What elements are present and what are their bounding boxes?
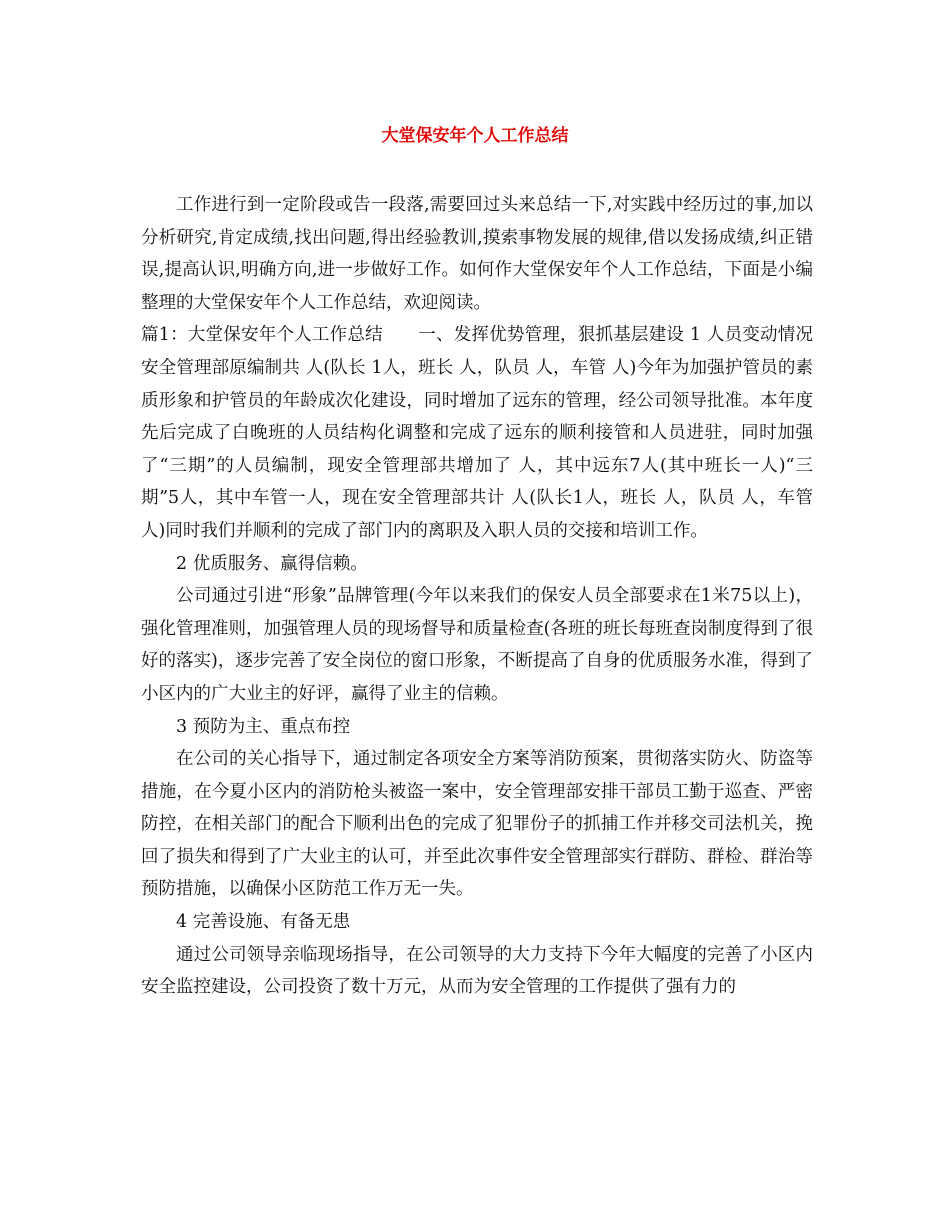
section-3-paragraph: 在公司的关心指导下，通过制定各项安全方案等消防预案，贯彻落实防火、防盗等措施，在今夏小区内的消防枪头被盗一案中，安全管理部安排干部员工勤于巡查、严密防控，在相关部门的配合下顺利出色的完成了犯罪份子的抓捕工作并移交司法机关，挽回了损失和得到了广大业主的认可，并至此次事件安全管理部实行群防、群检、群治等预防措施，以确保小区防范工作万无一失。 <box>141 749 813 900</box>
heading-3-paragraph: 3 预防为主、重点布控 <box>176 716 351 737</box>
section-4-paragraph: 通过公司领导亲临现场指导，在公司领导的大力支持下今年大幅度的完善了小区内安全监控建设，公司投资了数十万元，从而为安全管理的工作提供了强有力的 <box>141 944 813 998</box>
document-title: 大堂保安年个人工作总结 <box>381 126 569 146</box>
section-2-paragraph: 公司通过引进“形象”品牌管理(今年以来我们的保安人员全部要求在1米75以上)，强化管理准则，加强管理人员的现场督导和质量检查(各班的班长每班查岗制度得到了很好的落实)，逐步完善了安全岗位的窗口形象，不断提高了自身的优质服务水准，得到了小区内的广大业主的好评，赢得了业主的信赖。 <box>141 586 813 704</box>
heading-2-paragraph: 2 优质服务、赢得信赖。 <box>176 553 368 574</box>
intro-paragraph: 工作进行到一定阶段或告一段落,需要回过头来总结一下,对实践中经历过的事,加以分析研究,肯定成绩,找出问题,得出经验教训,摸索事物发展的规律,借以发扬成绩,纠正错误,提高认识,明确方向,进一步做好工作。如何作大堂保安年个人工作总结，下面是小编整理的大堂保安年个人工作总结，欢迎阅读。 <box>141 195 813 313</box>
heading-4-paragraph: 4 完善设施、有备无患 <box>176 912 351 933</box>
document-body <box>141 189 813 1004</box>
section-1-paragraph: 篇1：大堂保安年个人工作总结 一、发挥优势管理，狠抓基层建设 1 人员变动情况安全管理部原编制共 人(队长 1人，班长 人，队员 人，车管 人)今年为加强护管员的素质形象和护管员的年龄成次化建设，同时增加了远东的管理，经公司领导批准。本年度先后完成了白晚班的人员结构化调整和完成了远东的顺利接管和人员进驻，同时加强了“三期”的人员编制，现安全管理部共增加了 人，其中远东7人(其中班长一人)“三期”5人，其中车管一人，现在安全管理部共计 人(队长1人，班长 人，队员 人，车管 人)同时我们并顺利的完成了部门内的离职及入职人员的交接和培训工作。 <box>141 325 813 541</box>
